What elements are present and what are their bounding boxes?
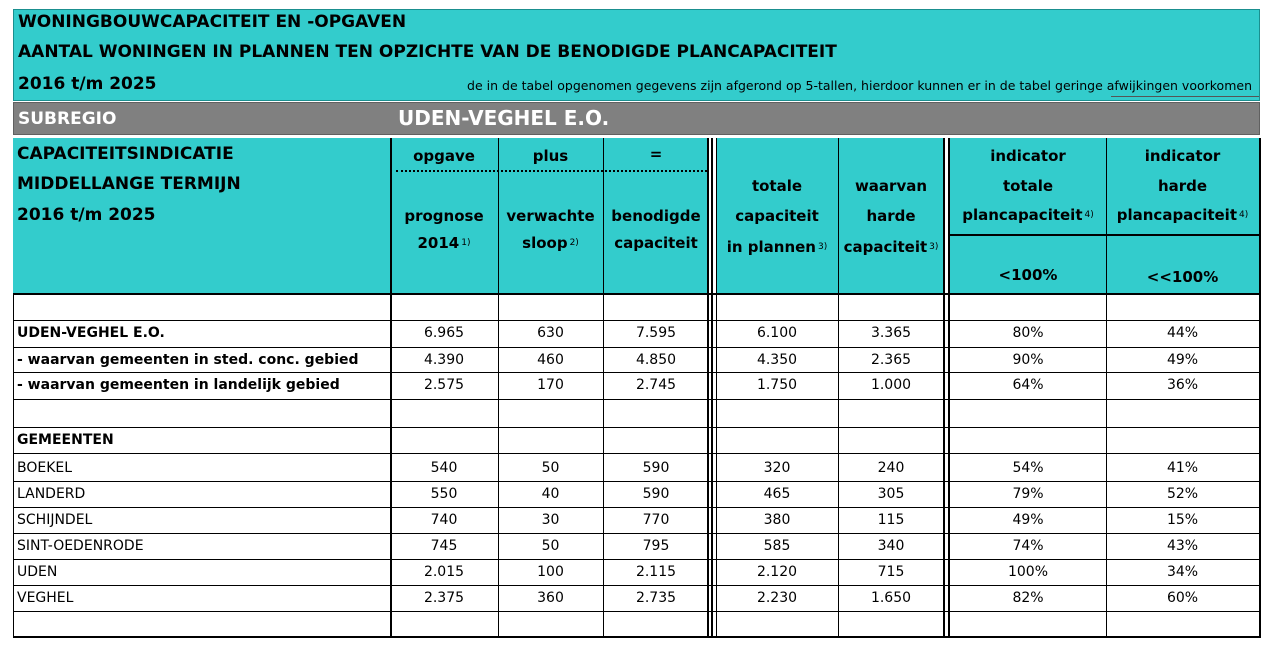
table-cell: 1.650	[870, 590, 912, 606]
header-col4-line2: capaciteit	[735, 207, 819, 225]
table-cell: 4.850	[635, 352, 677, 368]
table-cell: 320	[763, 460, 791, 476]
row-divider	[13, 399, 1261, 400]
table-cell: 2.120	[756, 564, 798, 580]
table-cell: 740	[430, 512, 458, 528]
row-divider	[13, 453, 1261, 454]
header-col7-line1: indicator	[1144, 147, 1221, 165]
note-underline	[1111, 96, 1259, 97]
table-cell: 36%	[1166, 377, 1199, 393]
header-op-plus: plus	[532, 147, 569, 165]
table-cell: 64%	[1012, 377, 1044, 393]
table-cell: 465	[763, 486, 791, 502]
table-cell: 44%	[1166, 325, 1199, 341]
row-divider	[13, 320, 1261, 321]
row-divider	[13, 533, 1261, 534]
table-cell: 40	[541, 486, 560, 502]
region-row-label: - waarvan gemeenten in sted. conc. gebied	[17, 352, 359, 368]
indicator-header-divider	[950, 234, 1261, 236]
table-cell: 60%	[1166, 590, 1199, 606]
title-line-1: WONINGBOUWCAPACITEIT EN -OPGAVEN	[18, 12, 407, 32]
region-row-label: UDEN-VEGHEL E.O.	[17, 325, 165, 341]
header-col6-line2: totale	[1002, 177, 1054, 195]
table-cell: 2.230	[756, 590, 798, 606]
table-cell: 30	[541, 512, 560, 528]
table-cell: 52%	[1166, 486, 1199, 502]
header-col4-line3: in plannen $^{3)}$	[726, 238, 828, 256]
subregio-label: SUBREGIO	[18, 109, 117, 129]
header-op-equals: =	[649, 145, 663, 163]
table-cell: 100%	[1007, 564, 1049, 580]
table-cell: 590	[642, 486, 670, 502]
table-cell: 770	[642, 512, 670, 528]
table-bottom-line	[13, 636, 1261, 638]
header-col6-line3: plancapaciteit $^{4)}$	[962, 206, 1094, 224]
table-cell: 15%	[1166, 512, 1199, 528]
table-cell: 795	[642, 538, 670, 554]
header-col7-line3: plancapaciteit $^{4)}$	[1116, 206, 1249, 224]
table-cell: 49%	[1166, 352, 1199, 368]
table-cell: 49%	[1012, 512, 1044, 528]
table-cell: 74%	[1012, 538, 1044, 554]
title-banner	[13, 9, 1260, 101]
table-cell: 1.000	[870, 377, 912, 393]
row-divider	[13, 611, 1261, 612]
header-col5-line3: capaciteit $^{3)}$	[843, 238, 939, 256]
table-cell: 380	[763, 512, 791, 528]
row-divider	[13, 559, 1261, 560]
header-col7-sub: <<100%	[1146, 268, 1219, 286]
gemeente-row-label: VEGHEL	[17, 590, 74, 606]
table-cell: 590	[642, 460, 670, 476]
table-cell: 50	[541, 538, 560, 554]
column-divider	[1259, 138, 1261, 637]
table-cell: 6.965	[423, 325, 465, 341]
row-divider	[13, 481, 1261, 482]
header-left-line-3: 2016 t/m 2025	[17, 205, 156, 225]
table-cell: 3.365	[870, 325, 912, 341]
table-cell: 1.750	[756, 377, 798, 393]
table-cell: 41%	[1166, 460, 1199, 476]
header-col2-line1: verwachte	[506, 207, 595, 225]
region-row-label: - waarvan gemeenten in landelijk gebied	[17, 377, 340, 393]
table-cell: 7.595	[635, 325, 677, 341]
header-bottom-line	[13, 293, 1261, 295]
column-divider	[711, 138, 713, 637]
table-cell: 54%	[1012, 460, 1044, 476]
header-left	[13, 138, 390, 294]
subregio-value: UDEN-VEGHEL E.O.	[398, 106, 610, 130]
row-divider	[13, 372, 1261, 373]
header-left-line-2: MIDDELLANGE TERMIJN	[17, 174, 241, 194]
subregio-bar	[13, 102, 1260, 135]
table-cell: 305	[877, 486, 905, 502]
table-cell: 340	[877, 538, 905, 554]
table-cell: 2.735	[635, 590, 677, 606]
header-col1-line2: 2014 $^{1)}$	[417, 234, 471, 252]
table-cell: 100	[537, 564, 564, 580]
header-col6-sub: <100%	[998, 266, 1058, 284]
header-col6-line1: indicator	[990, 147, 1066, 165]
table-cell: 50	[541, 460, 560, 476]
table-cell: 2.365	[870, 352, 912, 368]
table-cell: 79%	[1012, 486, 1044, 502]
table-cell: 715	[877, 564, 905, 580]
row-divider	[13, 347, 1261, 348]
table-cell: 2.375	[423, 590, 465, 606]
table-cell: 585	[763, 538, 791, 554]
header-dotted-divider	[396, 170, 707, 172]
table-cell: 745	[430, 538, 458, 554]
row-divider	[13, 507, 1261, 508]
header-col4-line1: totale	[751, 177, 803, 195]
table-cell: 4.350	[756, 352, 798, 368]
table-cell: 630	[537, 325, 564, 341]
gemeente-row-label: SINT-OEDENRODE	[17, 538, 144, 554]
gemeente-row-label: BOEKEL	[17, 460, 73, 476]
gemeente-row-label: LANDERD	[17, 486, 86, 502]
gemeente-row-label: UDEN	[17, 564, 58, 580]
gemeente-row-label: SCHIJNDEL	[17, 512, 93, 528]
table-cell: 460	[537, 352, 564, 368]
table-cell: 115	[877, 512, 905, 528]
table-cell: 2.575	[423, 377, 465, 393]
title-line-3: 2016 t/m 2025	[18, 74, 157, 94]
table-cell: 360	[537, 590, 564, 606]
header-col3-line1: benodigde	[611, 207, 701, 225]
table-cell: 90%	[1012, 352, 1044, 368]
gemeenten-label: GEMEENTEN	[17, 432, 114, 448]
table-cell: 82%	[1012, 590, 1044, 606]
table-cell: 2.115	[635, 564, 677, 580]
rounding-note: de in de tabel opgenomen gegevens zijn afgerond op 5-tallen, hierdoor kunnen er in de tabel geringe afwijkingen voorkomen	[467, 78, 1252, 93]
header-col3-line2: capaciteit	[614, 234, 698, 252]
table-cell: 2.015	[423, 564, 465, 580]
table-cell: 550	[430, 486, 458, 502]
table-cell: 170	[537, 377, 564, 393]
table-cell: 6.100	[756, 325, 798, 341]
header-col2-line2: sloop $^{2)}$	[522, 234, 579, 252]
header-left-line-1: CAPACITEITSINDICATIE	[17, 144, 234, 164]
header-col5-line2: harde	[866, 207, 916, 225]
table-cell: 80%	[1012, 325, 1044, 341]
table-cell: 2.745	[635, 377, 677, 393]
header-col1-line1: prognose	[404, 207, 484, 225]
header-op-opgave: opgave	[413, 147, 475, 165]
table-cell: 34%	[1166, 564, 1199, 580]
title-line-2: AANTAL WONINGEN IN PLANNEN TEN OPZICHTE VAN DE BENODIGDE PLANCAPACITEIT	[18, 42, 837, 62]
header-col5-line1: waarvan	[854, 177, 928, 195]
row-divider	[13, 585, 1261, 586]
header-col7-line2: harde	[1157, 177, 1208, 195]
row-divider	[13, 427, 1261, 428]
table-cell: 240	[877, 460, 905, 476]
table-cell: 4.390	[423, 352, 465, 368]
table-cell: 43%	[1166, 538, 1199, 554]
table-cell: 540	[430, 460, 458, 476]
